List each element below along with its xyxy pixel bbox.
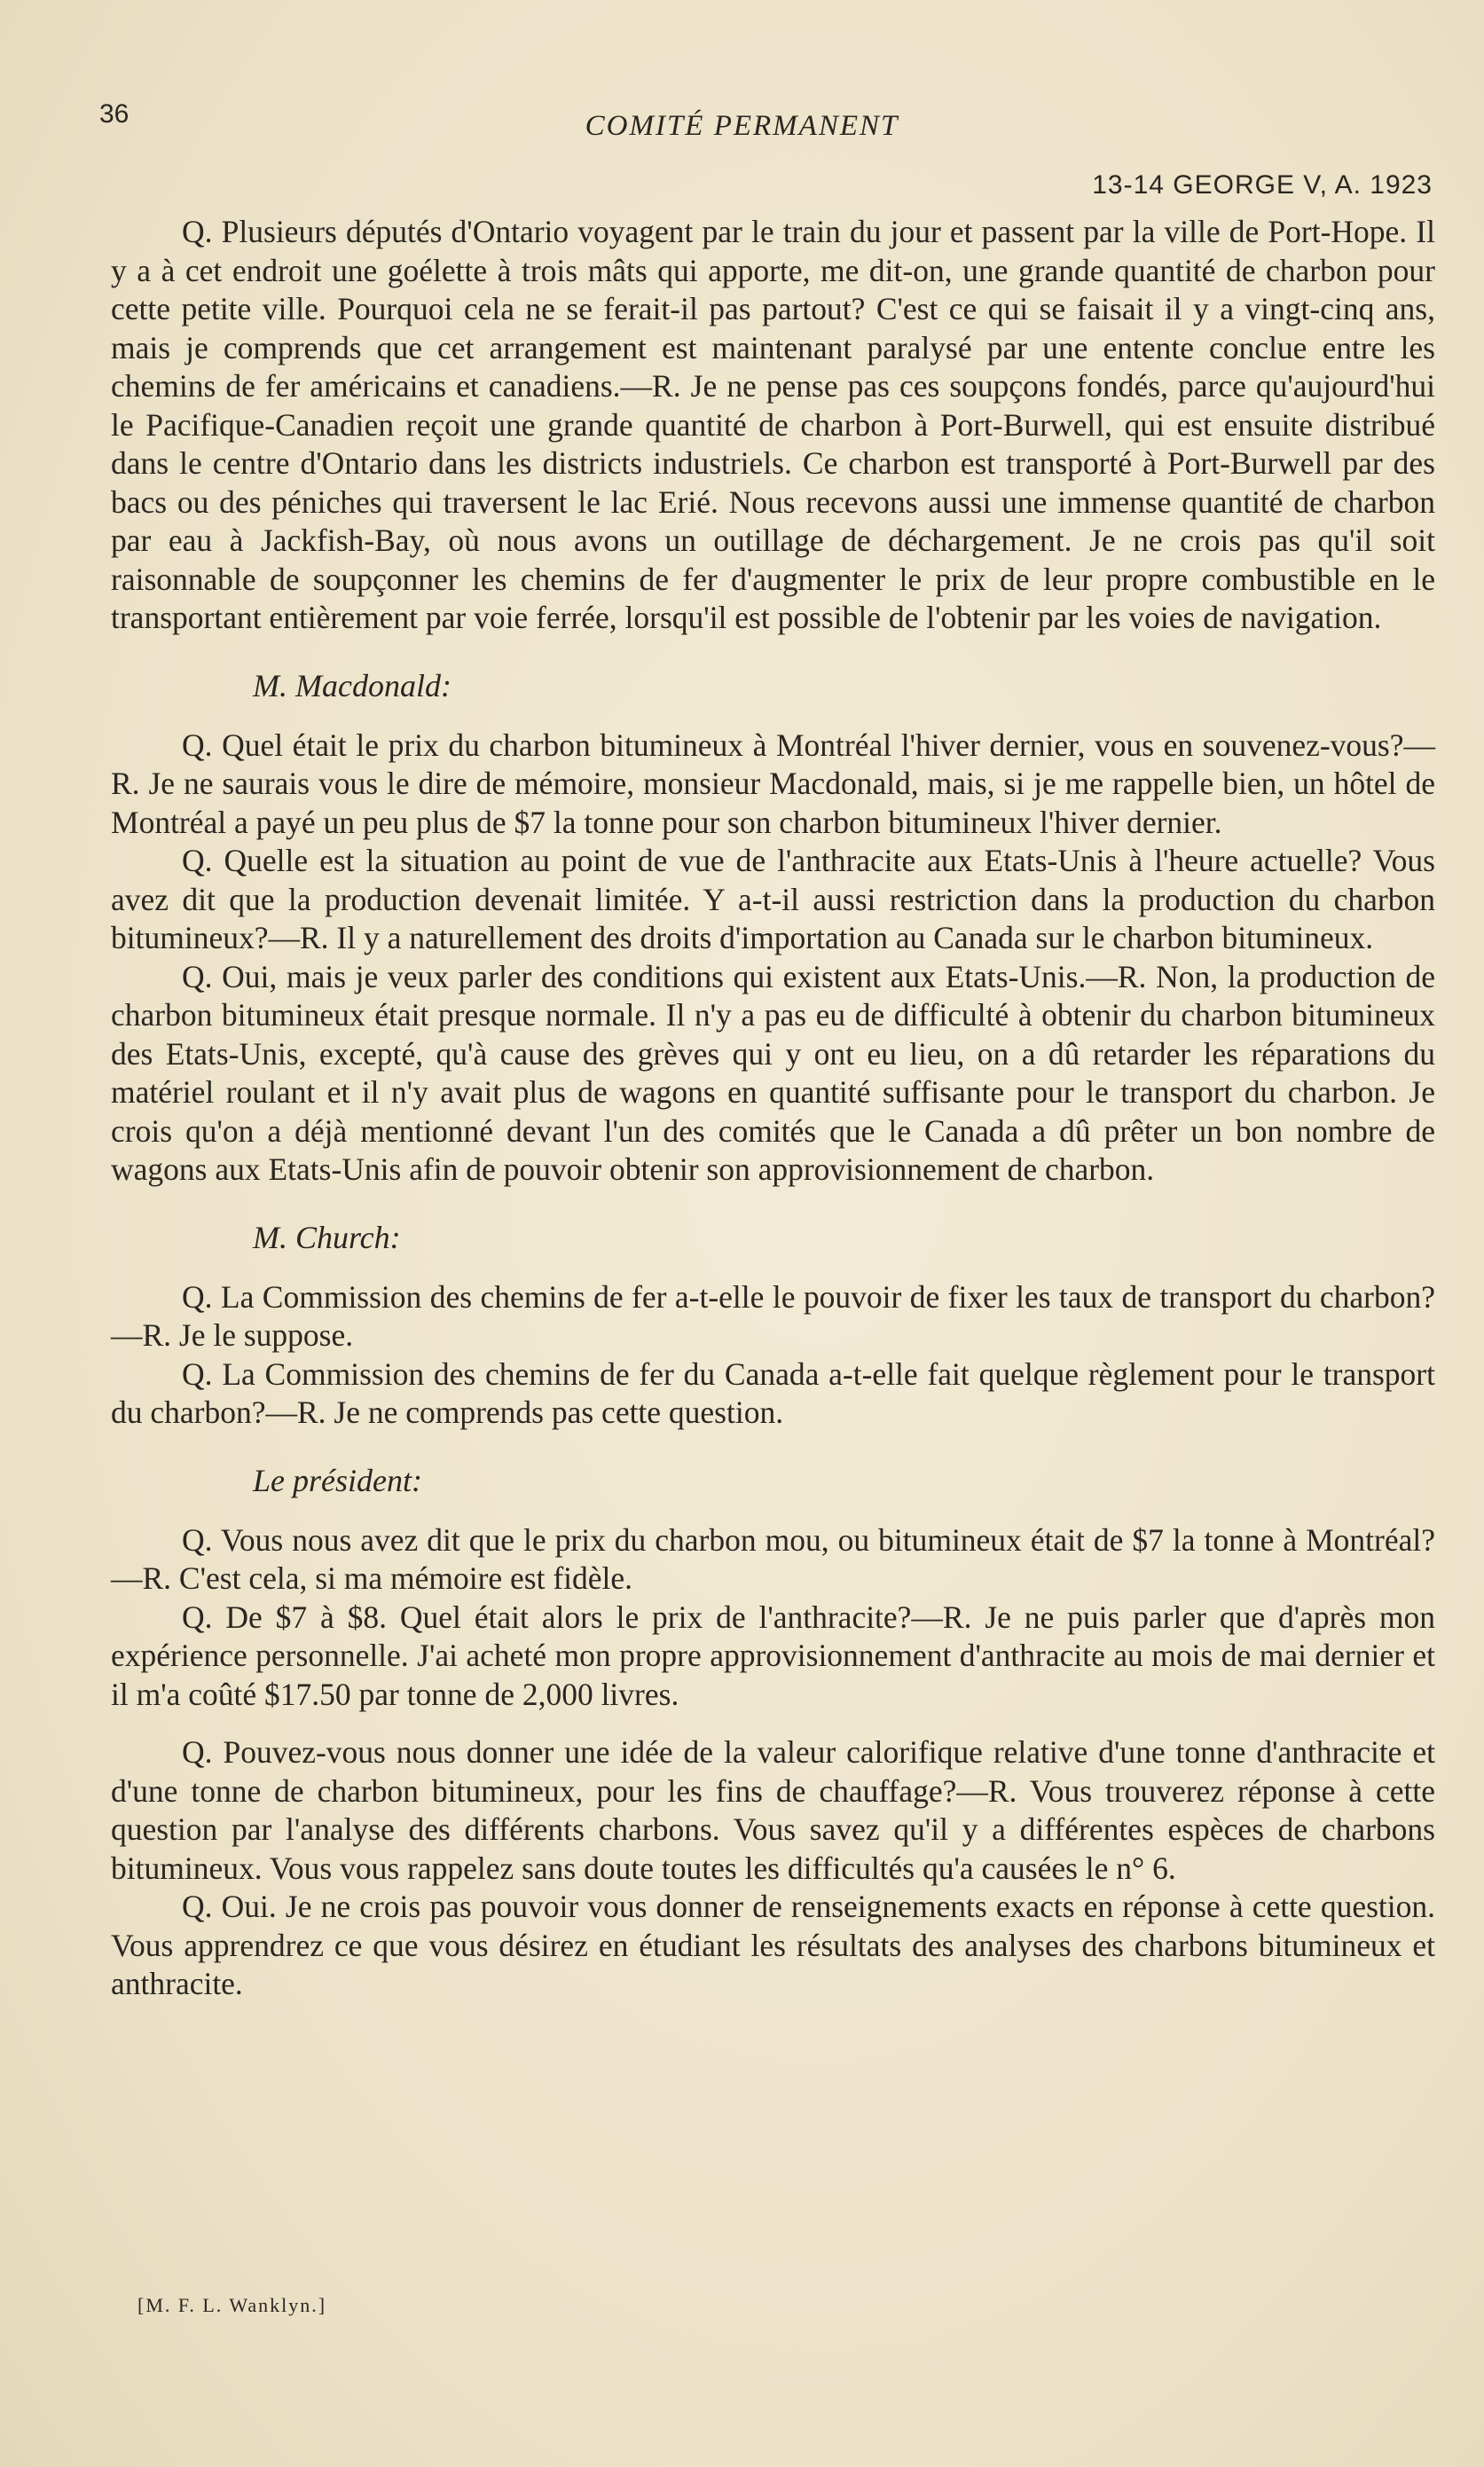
footer-initials: [M. F. L. Wanklyn.] xyxy=(137,2294,327,2316)
paragraph: Q. La Commission des chemins de fer du Canada a-t-elle fait quelque règlement pour le transport du charbon?—R. Je ne comprends pas cette question. xyxy=(111,1355,1435,1430)
paragraph: Q. Quelle est la situation au point de vue de l'anthracite aux Etats-Unis à l'heure actuelle? Vous avez dit que la production devenait limitée. Y a-t-il aussi restriction dans la production du charbon bitumineux?—R. Il y a naturellement des droits d'importation au Canada sur le charbon bitumineux. xyxy=(111,843,1435,955)
running-title: COMITÉ PERMANENT xyxy=(585,110,899,142)
paragraph: Q. Quel était le prix du charbon bitumineux à Montréal l'hiver dernier, vous en souvenez-vous?—R. Je ne saurais vous le dire de mémoire, monsieur Macdonald, mais, si je me rappelle bien, un hôtel de Montréal a payé un peu plus de $7 la tonne pour son charbon bitumineux l'hiver dernier. xyxy=(111,727,1435,840)
paragraph: Q. De $7 à $8. Quel était alors le prix de l'anthracite?—R. Je ne puis parler que d'après mon expérience personnelle. J'ai acheté mon propre approvisionnement d'anthracite au mois de mai dernier et il m'a coûté $17.50 par tonne de 2,000 livres. xyxy=(111,1599,1435,1712)
paragraph: Q. Vous nous avez dit que le prix du charbon mou, ou bitumineux était de $7 la tonne à Montréal?—R. C'est cela, si ma mémoire est fidèle. xyxy=(111,1521,1435,1596)
speaker-heading: M. Macdonald: xyxy=(253,667,451,703)
session-label: 13-14 GEORGE V, A. 1923 xyxy=(1092,170,1433,200)
document-body xyxy=(111,213,1435,2004)
paragraph: Q. Oui, mais je veux parler des conditions qui existent aux Etats-Unis.—R. Non, la production de charbon bitumineux était presque normale. Il n'y a pas eu de difficulté à obtenir du charbon bitumineux des Etats-Unis, excepté, qu'à cause des grèves qui y ont eu lieu, on a dû retarder les réparations du matériel roulant et il n'y avait plus de wagons en quantité suffisante pour le transport du charbon. Je crois qu'on a déjà mentionné devant l'un des comités que le Canada a dû prêter un bon nombre de wagons aux Etats-Unis afin de pouvoir obtenir son approvisionnement de charbon. xyxy=(111,958,1435,1187)
speaker-heading: Le président: xyxy=(253,1462,422,1498)
speaker-heading: M. Church: xyxy=(253,1219,401,1255)
paragraph: Q. Plusieurs députés d'Ontario voyagent par le train du jour et passent par la ville de Port-Hope. Il y a à cet endroit une goélette à trois mâts qui apporte, me dit-on, une grande quantité de charbon pour cette petite ville. Pourquoi cela ne se ferait-il pas partout? C'est ce qui se faisait il y a vingt-cinq ans, mais je comprends que cet arrangement est maintenant paralysé par une entente conclue entre les chemins de fer américains et canadiens.—R. Je ne pense pas ces soupçons fondés, parce qu'aujourd'hui le Pacifique-Canadien reçoit une grande quantité de charbon à Port-Burwell, qui est ensuite distribué dans le centre d'Ontario dans les districts industriels. Ce charbon est transporté à Port-Burwell par des bacs ou des péniches qui traversent le lac Erié. Nous recevons aussi une immense quantité de charbon par eau à Jackfish-Bay, où nous avons un outillage de déchargement. Je ne crois pas qu'il soit raisonnable de soupçonner les chemins de fer d'augmenter le prix de leur propre combustible en le transportant entièrement par voie ferrée, lorsqu'il est possible de l'obtenir par les voies de navigation. xyxy=(111,214,1435,635)
paragraph: Q. Oui. Je ne crois pas pouvoir vous donner de renseignements exacts en réponse à cette question. Vous apprendrez ce que vous désirez en étudiant les résultats des analyses des charbons bitumineux et anthracite. xyxy=(111,1889,1435,2001)
page-number: 36 xyxy=(99,99,130,129)
paragraph: Q. La Commission des chemins de fer a-t-elle le pouvoir de fixer les taux de transport du charbon?—R. Je le suppose. xyxy=(111,1278,1435,1353)
paragraph: Q. Pouvez-vous nous donner une idée de la valeur calorifique relative d'une tonne d'anthracite et d'une tonne de charbon bitumineux, pour les fins de chauffage?—R. Vous trouverez réponse à cette question par l'analyse des différents charbons. Vous savez qu'il y a différentes espèces de charbons bitumineux. Vous vous rappelez sans doute toutes les difficultés qu'a causées le n° 6. xyxy=(111,1734,1435,1886)
